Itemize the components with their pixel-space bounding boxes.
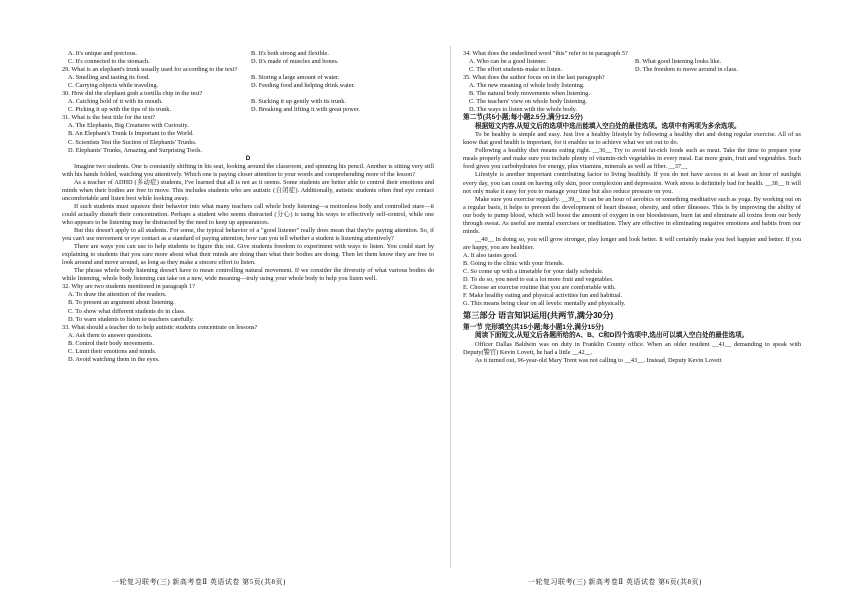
q32-option-c: C. To show what different students do in class. <box>68 307 186 315</box>
q31-option-b: B. An Elephant's Trunk Is Important to the World. <box>68 130 194 138</box>
part-3-heading: 第三部分 语言知识运用(共两节,满分30分) <box>463 311 614 321</box>
page-footer-left: 一轮复习联考(三) 新高考卷Ⅱ 英语试卷 第5页(共8页) <box>112 578 286 586</box>
q28-option-a: A. It's unique and precious. <box>68 50 137 57</box>
answer-option-e: E. Choose an exercise routine that you are comfortable with. <box>463 284 616 292</box>
q34-option-c: C. The effort students make to listen. <box>469 66 563 74</box>
passage-7x5-para-4: Make sure you exercise regularly. __39__ It can be an hour of aerobics or something meditative such as yoga. By working out on a regular basis, it helps to prevent the development of heart disease, obesity, and other illnesses. This is by improving the ability of our body to pump blood, which will boost the amount of oxygen in our bloodstream, burn fat and eliminate all toxins from our body through sweat. As useful are mental exercises or meditation. They are effective in eliminating negative emotions and habits from our minds. <box>463 195 801 235</box>
q29-option-d: D. Feeding food and helping drink water. <box>251 82 355 90</box>
right-column <box>463 50 801 365</box>
cloze-para-2: As it turned out, 96-year-old Mary Trent was not calling to __43__. Instead, Deputy Kevin Lovett <box>475 356 722 364</box>
q28-options-row2 <box>62 58 434 66</box>
answer-option-f: F. Make healthy eating and physical activities fun and habitual. <box>463 292 623 300</box>
q29-option-b: B. Storing a large amount of water. <box>251 74 340 82</box>
q33-option-d: D. Avoid watching them in the eyes. <box>68 355 160 363</box>
q33-stem: 33. What should a teacher do to help autistic students concentrate on lessons? <box>62 323 258 331</box>
passage-d-para-1: Imagine two students. One is constantly shifting in his seat, looking around the classroom, and spinning his pencil. Another is sitting very still with his hands folded, watching you attentively. Which one is paying closer attention to your words and comprehending more of the lesson? <box>62 162 434 178</box>
q30-option-b: B. Sucking it up gently with its trunk. <box>251 98 346 106</box>
passage-7x5-para-5: __40__ In doing so, you will grow stronger, play longer and look better. It will certainly make you feel happier and better. If you are happy, you are healthier. <box>463 235 801 251</box>
q34-stem: 34. What does the underlined word "this" refer to in paragraph 5? <box>463 50 628 57</box>
passage-7x5-para-1: To be healthy is simple and easy. Just live a healthy lifestyle by following a healthy diet and doing regular exercise. All of us know that good health is important, for it enables us to achieve what we set out to do. <box>463 131 801 147</box>
passage-d-para-5: There are ways you can use to help students to figure this out. Give students freedom to experiment with ways to listen. You could start by explaining to students that you care more about what their minds are doing than what their bodies are doing. Then let them know they are free to look around and move around, as long as they make a sincere effort to listen. <box>62 243 434 267</box>
q32-option-a: A. To draw the attention of the readers. <box>68 291 167 299</box>
q28-option-b: B. It's both strong and flexible. <box>251 50 329 57</box>
answer-option-d: D. To do so, you need to eat a lot more fruit and vegetables. <box>463 276 614 284</box>
passage-d-para-2: As a teacher of ADHD (多动症) students, I've learned that all is not as it seems. Some students are better able to control their emotions and minds when their bodies are free to move. This includes students who are autistic (自闭症). Additionally, autistic students often find eye contact uncomfortable and listen best while looking away. <box>62 178 434 202</box>
q28-options-row1 <box>62 50 434 58</box>
part-3-section-1-heading: 第一节 完形填空(共15小题;每小题1分,满分15分) <box>463 323 604 331</box>
q33-option-c: C. Limit their emotions and minds. <box>68 347 157 355</box>
q33-option-a: A. Ask them to answer questions. <box>68 331 153 339</box>
passage-d-para-4: But this doesn't apply to all students. For some, the typical behavior of a "good listener" really does mean that they're paying attention. So, if you can't use movement or eye contact as a standard of paying attention, how can you tell whether a student is listening attentively? <box>62 227 434 243</box>
column-divider <box>450 46 451 568</box>
q34-option-b: B. What good listening looks like. <box>635 58 722 66</box>
q31-option-a: A. The Elephants, Big Creatures with Curiosity. <box>68 122 189 130</box>
answer-option-a: A. It also tastes good. <box>463 251 518 259</box>
part-3-section-1-instructions: 阅读下面短文,从短文后各题所给的A、B、C和D四个选项中,选出可以填入空白处的最佳选项。 <box>475 332 749 340</box>
q34-row2 <box>463 66 801 74</box>
q31-stem: 31. What is the best title for the text? <box>62 114 156 122</box>
section-2-instructions: 根据短文内容,从短文后的选项中选出能填入空白处的最佳选项。选项中有两项为多余选项。 <box>475 122 741 130</box>
q32-option-d: D. To warn students to listen to teachers carefully. <box>68 315 194 323</box>
passage-d-para-6: The phrase whole body listening doesn't have to mean controlling natural movement. If we consider the diversity of what various bodies do while listening, whole body listening can take on a new, wide meaning—truly using your whole body to help you listen well. <box>62 267 434 283</box>
q28-option-d: D. It's made of muscles and bones. <box>251 58 339 66</box>
q31-option-d: D. Elephants' Trunks, Amazing and Surprising Tools. <box>68 146 203 154</box>
passage-7x5-para-3: Lifestyle is another important contributing factor to living healthily. If you do not have access to at least an hour of sunlight every day, you can count on having oily skin, poor complexion and depression. Work stress is definitely bad for health. __38__ It will not only make it easy for you to manage your time but also reduce pressure on you. <box>463 171 801 195</box>
answer-option-b: B. Going to the clinic with your friends. <box>463 260 564 267</box>
q35-option-b: B. The natural body movements when listening. <box>469 90 590 98</box>
q34-row1 <box>463 58 801 66</box>
q29-row1 <box>62 74 434 82</box>
q34-option-a: A. Who can be a good listener. <box>469 58 547 66</box>
q33-option-b: B. Control their body movements. <box>68 339 155 347</box>
q30-option-a: A. Catching hold of it with its mouth. <box>68 98 163 106</box>
q35-option-d: D. The ways to listen with the whole body. <box>469 106 577 114</box>
passage-d-para-3: If such students must squeeze their behavior into what many teachers call whole body listening—a motionless body and controlled stare—it could actually disturb their concentration. Perhaps a student who seems distracted (分心) is using his ways to effectively self-control, while one who appears to be listening may be distracted by the need to keep up appearances. <box>62 202 434 226</box>
passage-label: D <box>245 154 251 162</box>
page-footer-right: 一轮复习联考(三) 新高考卷Ⅱ 英语试卷 第6页(共8页) <box>528 578 702 586</box>
q29-option-c: C. Carrying objects while traveling. <box>68 82 159 90</box>
q29-row2 <box>62 82 434 90</box>
q31-option-c: C. Scientists Test the Suction of Elephants' Trunks. <box>68 138 197 146</box>
q30-row2 <box>62 106 434 114</box>
q29-stem: 29. What is an elephant's trunk usually used for according to the text? <box>62 66 238 74</box>
passage-7x5-para-2: Following a healthy diet means eating right. __36__ Try to avoid fat-rich foods such as meat. Take the time to prepare your meals properly and make sure you include plenty of vitamin-rich vegetables in every meal. Eat more grain, fruit and vegetables. Such food gives you carbohydrates for energy, plus vitamins, minerals as well as fiber. __37__ <box>463 147 801 171</box>
q35-stem: 35. What does the author focus on in the last paragraph? <box>463 74 605 82</box>
q30-stem: 30. How did the elephant grab a tortilla chip in the test? <box>62 90 203 98</box>
section-2-heading: 第二节(共5小题;每小题2.5分,满分12.5分) <box>463 114 583 122</box>
q35-option-a: A. The new meaning of whole body listening. <box>469 82 585 90</box>
q34-option-d: D. The freedom to move around in class. <box>635 66 738 74</box>
answer-option-g: G. This means being clear on all levels: mentally and physically. <box>463 300 626 308</box>
q32-option-b: B. To present an argument about listening. <box>68 299 175 307</box>
q35-option-c: C. The teachers' view on whole body listening. <box>469 98 588 106</box>
q29-option-a: A. Smelling and tasting its food. <box>68 74 150 82</box>
answer-option-c: C. So come up with a timetable for your daily schedule. <box>463 268 604 276</box>
q30-option-c: C. Picking it up with the tips of its trunk. <box>68 106 172 114</box>
q30-row1 <box>62 98 434 106</box>
q28-option-c: C. It's connected to the stomach. <box>68 58 150 66</box>
cloze-para-1: Officer Dallas Baldwin was on duty in Franklin County office. When an older resident __41__ demanding to speak with Deputy(警官) Kevin Lovett, he had a little __42__. <box>463 340 801 356</box>
q32-stem: 32. Why are two students mentioned in paragraph 1? <box>62 283 195 291</box>
left-column <box>62 50 434 364</box>
q30-option-d: D. Breaking and lifting it with great power. <box>251 106 360 114</box>
